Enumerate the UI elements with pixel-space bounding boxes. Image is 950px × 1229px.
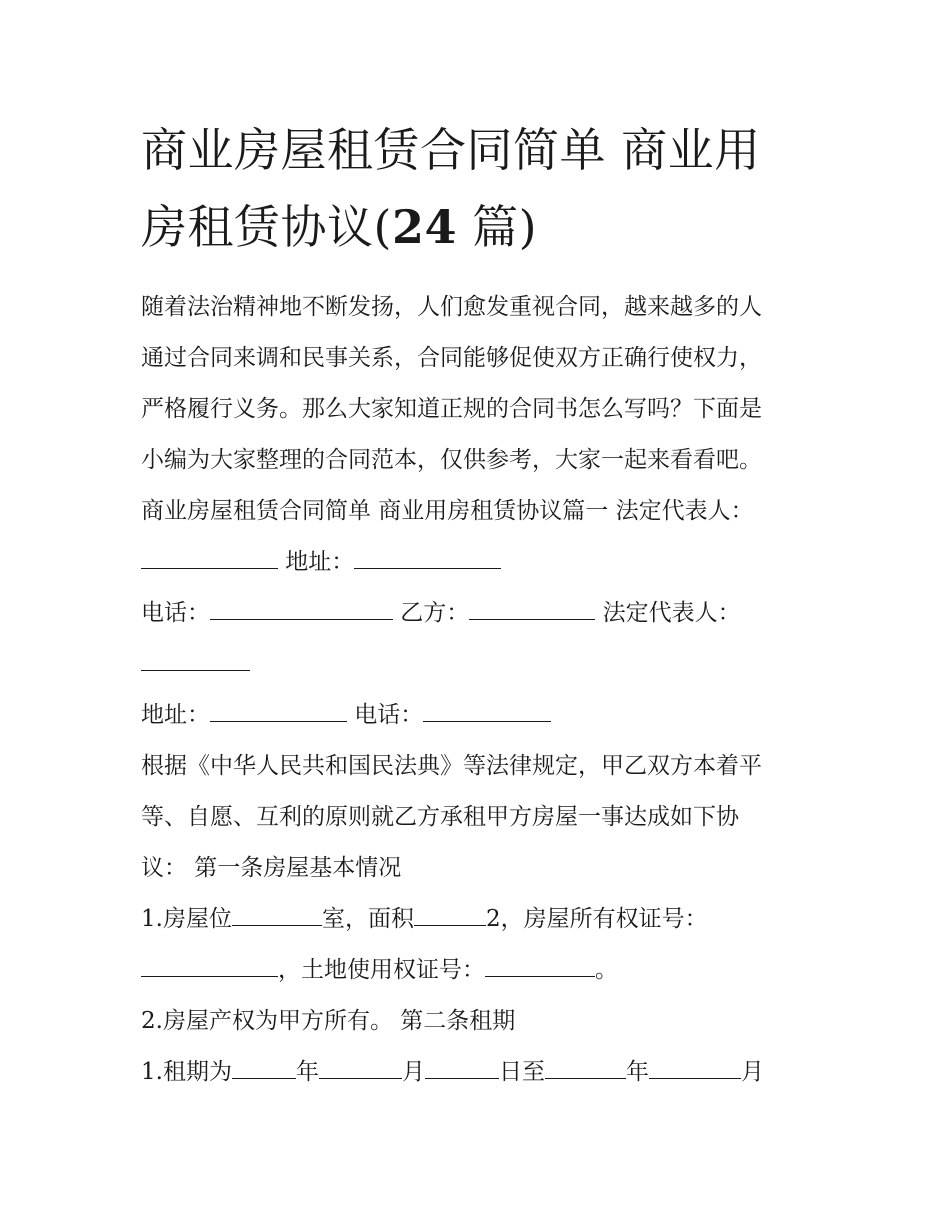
- legal-rep-label: 法定代表人：: [595, 600, 741, 626]
- ownership-cert-blank[interactable]: [141, 956, 278, 977]
- end-month-blank[interactable]: [649, 1058, 741, 1079]
- party-b-legal-rep-blank[interactable]: [141, 650, 250, 671]
- item-label: ，土地使用权证号：: [278, 957, 485, 983]
- address-blank[interactable]: [354, 548, 501, 569]
- article2-term-line: [141, 1047, 821, 1098]
- land-cert-blank[interactable]: [485, 956, 595, 977]
- intro-line: 严格履行义务。那么大家知道正规的合同书怎么写吗？下面是: [141, 396, 762, 422]
- item-label: 室，面积: [321, 906, 414, 932]
- month-label: 月: [401, 1059, 425, 1085]
- section-heading: 商业房屋租赁合同简单 商业用房租赁协议篇一 法定代表人：: [141, 498, 754, 524]
- room-blank[interactable]: [232, 905, 322, 926]
- title-line-2-suffix: 篇): [456, 200, 538, 254]
- item-label: 1.房屋位: [141, 906, 232, 932]
- preamble-line: 议： 第一条房屋基本情况: [141, 855, 402, 881]
- phone-blank[interactable]: [210, 599, 393, 620]
- start-year-blank[interactable]: [232, 1058, 296, 1079]
- year-label: 年: [295, 1059, 319, 1085]
- party-a-phone-line: [141, 588, 821, 639]
- article1-item1-line: [141, 894, 821, 945]
- intro-line: 随着法治精神地不断发扬，人们愈发重视合同，越来越多的人: [141, 294, 762, 320]
- phone-label: 电话：: [141, 600, 210, 626]
- term-label: 1.租期为: [141, 1059, 232, 1085]
- party-b-address-blank[interactable]: [210, 701, 347, 722]
- intro-line: 小编为大家整理的合同范本，仅供参考，大家一起来看看吧。: [141, 447, 762, 473]
- day-label: 日至: [498, 1059, 545, 1085]
- start-day-blank[interactable]: [425, 1058, 499, 1079]
- address-label: 地址：: [141, 702, 210, 728]
- area-blank[interactable]: [414, 905, 486, 926]
- document-page: [141, 112, 821, 1098]
- address-label: 地址：: [278, 549, 355, 575]
- party-b-legal-rep-line: [141, 639, 821, 690]
- start-month-blank[interactable]: [319, 1058, 402, 1079]
- year-label: 年: [625, 1059, 649, 1085]
- article1-item1-cont-line: [141, 945, 821, 996]
- intro-line: 通过合同来调和民事关系，合同能够促使双方正确行使权力，: [141, 345, 762, 371]
- party-b-blank[interactable]: [469, 599, 595, 620]
- party-a-address-line: [141, 537, 821, 588]
- title-line-1: 商业房屋租赁合同简单 商业用: [141, 123, 761, 177]
- party-b-address-line: [141, 690, 821, 741]
- month-label: 月: [740, 1059, 764, 1085]
- document-title: [141, 112, 821, 266]
- preamble-line: 根据《中华人民共和国民法典》等法律规定，甲乙双方本着平: [141, 753, 762, 779]
- item-label: 2，房屋所有权证号：: [485, 906, 708, 932]
- legal-rep-blank[interactable]: [141, 548, 278, 569]
- party-b-label: 乙方：: [393, 600, 470, 626]
- item-label: 。: [595, 957, 618, 983]
- preamble-line: 等、自愿、互利的原则就乙方承租甲方房屋一事达成如下协: [141, 804, 739, 830]
- end-year-blank[interactable]: [545, 1058, 626, 1079]
- party-b-phone-blank[interactable]: [423, 701, 551, 722]
- title-count: 24: [391, 200, 457, 254]
- title-line-2-prefix: 房租赁协议(: [141, 200, 392, 254]
- phone-label: 电话：: [347, 702, 424, 728]
- article1-item2-line: 2.房屋产权为甲方所有。 第二条租期: [141, 1008, 516, 1034]
